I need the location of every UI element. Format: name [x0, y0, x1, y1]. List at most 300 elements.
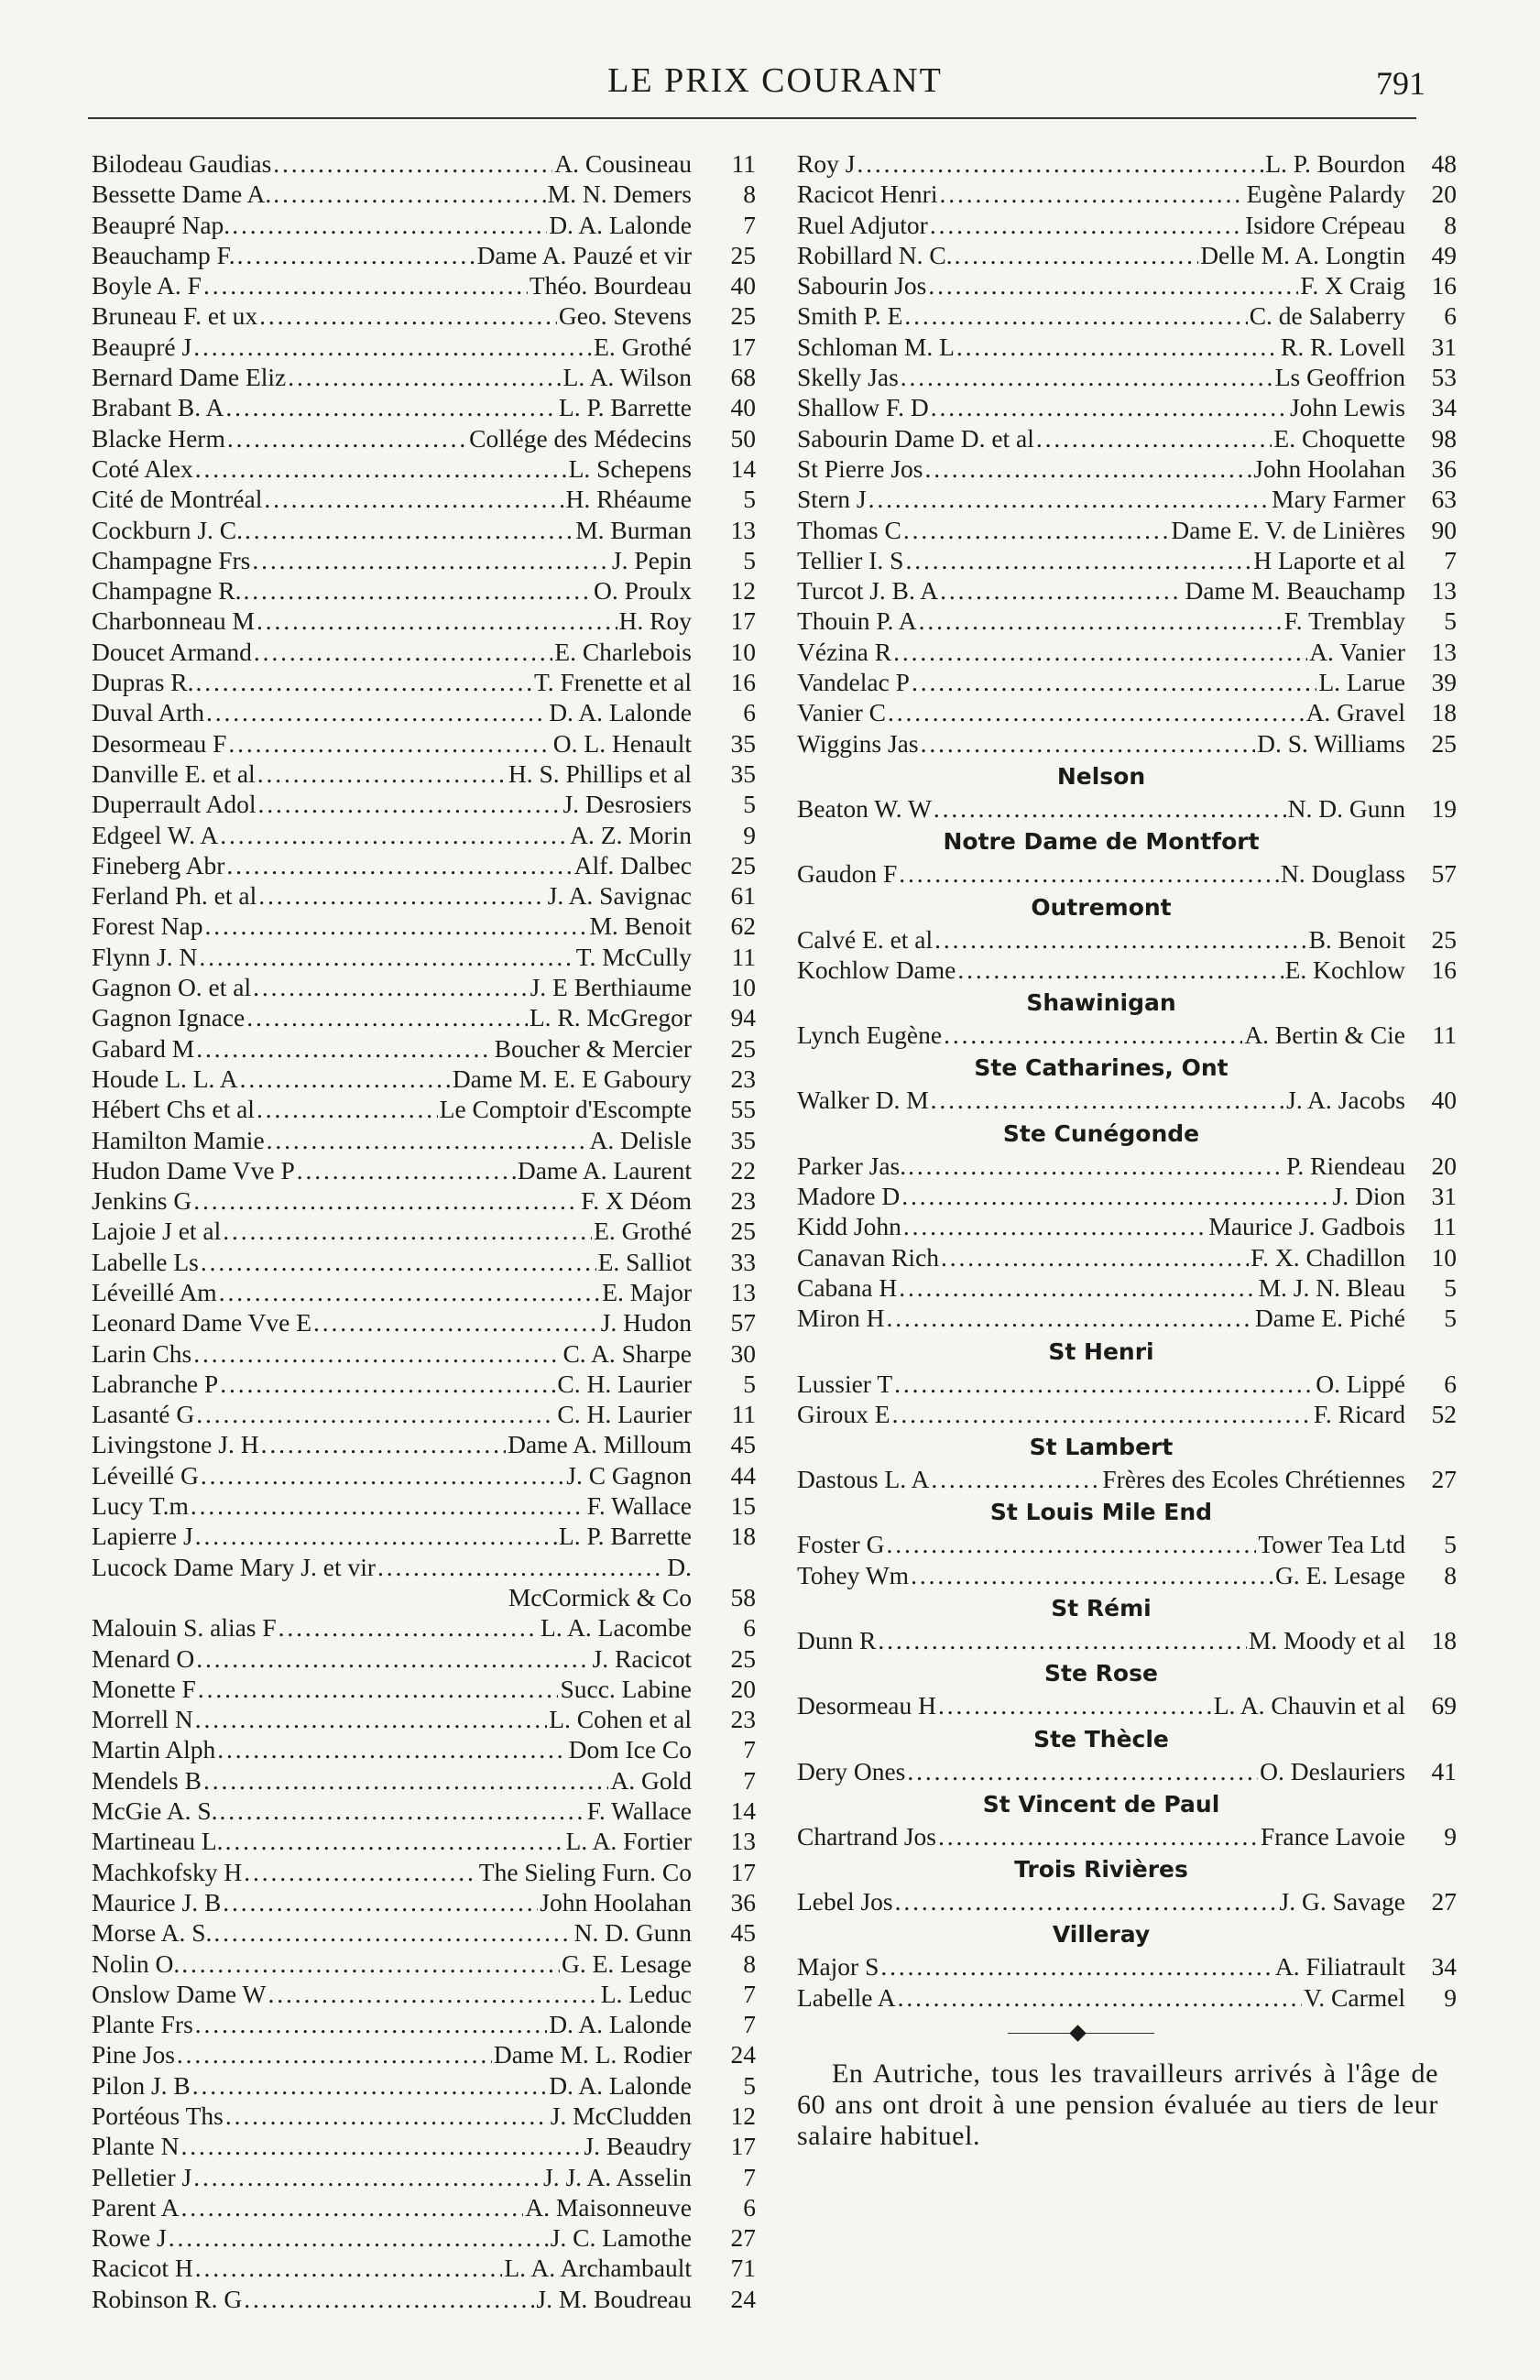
creditor-name: John Hoolahan	[540, 1887, 692, 1916]
amount: 10	[730, 637, 756, 666]
debtor-name: Skelly Jas	[797, 363, 899, 392]
dot-leader	[911, 1560, 1273, 1590]
dot-leader	[919, 606, 1283, 636]
creditor-name: F. Wallace	[586, 1796, 692, 1826]
list-item	[797, 1625, 1457, 1655]
amount: 57	[1431, 859, 1457, 889]
amount: 40	[1431, 1086, 1457, 1115]
list-item	[92, 667, 756, 697]
creditor-name: E. Grothé	[594, 1217, 692, 1246]
creditor-name: Eugène Palardy	[1246, 180, 1405, 209]
list-item	[797, 1272, 1457, 1303]
creditor-name: T. McCully	[575, 942, 692, 971]
debtor-name: Roy J	[797, 149, 856, 178]
amount: 6	[743, 1613, 756, 1643]
debtor-name: Chartrand Jos	[797, 1821, 936, 1851]
creditor-name: J. Dion	[1332, 1182, 1405, 1211]
amount: 45	[730, 1918, 756, 1948]
dot-leader	[938, 1690, 1212, 1720]
list-item	[797, 1151, 1457, 1181]
list-item	[92, 1094, 756, 1124]
debtor-name: Portéous Ths	[92, 2102, 224, 2130]
dot-leader	[955, 240, 1199, 270]
amount: 25	[1431, 728, 1457, 758]
creditor-continuation: McCormick & Co	[508, 1582, 692, 1611]
amount: 11	[731, 942, 756, 971]
debtor-name: Dupras R.	[92, 668, 194, 697]
creditor-name: J. J. A. Asselin	[543, 2162, 692, 2191]
amount: 8	[1444, 1560, 1457, 1589]
creditor-name: A. Cousineau	[554, 149, 692, 178]
section-heading: Outremont	[1031, 893, 1172, 921]
amount: 25	[1431, 924, 1457, 954]
list-item	[92, 1277, 756, 1307]
section-heading: Ste Cunégonde	[1002, 1119, 1200, 1147]
list-item	[92, 697, 756, 727]
dot-leader	[904, 300, 1247, 331]
creditor-name: Succ. Labine	[560, 1674, 692, 1703]
amount: 34	[1431, 393, 1457, 422]
list-item	[92, 2039, 756, 2069]
list-item	[92, 1125, 756, 1155]
debtor-name: Labelle A	[797, 1982, 896, 2012]
amount: 90	[1431, 515, 1457, 544]
debtor-name: Cité de Montréal	[92, 485, 263, 514]
dot-leader	[931, 392, 1288, 422]
list-item	[797, 148, 1457, 179]
creditor-name: M. N. Demers	[547, 180, 692, 209]
dot-leader	[177, 2039, 492, 2069]
list-item	[92, 911, 756, 941]
creditor-name: M. Benoit	[589, 912, 692, 941]
amount: 14	[730, 1796, 756, 1826]
amount: 50	[730, 423, 756, 453]
creditor-name: N. D. Gunn	[1287, 793, 1405, 823]
dot-leader	[225, 392, 557, 422]
dot-leader	[195, 2253, 503, 2283]
debtor-name: Martin Alph	[92, 1735, 216, 1764]
debtor-name: Lucy T.m	[92, 1491, 189, 1521]
list-item	[92, 1765, 756, 1796]
list-item	[797, 1982, 1457, 2013]
debtor-name: Forest Nap	[92, 912, 203, 941]
creditor-name: P. Riendeau	[1286, 1151, 1405, 1180]
dot-leader	[868, 484, 1271, 514]
dot-leader	[928, 270, 1298, 300]
amount: 6	[1444, 301, 1457, 331]
list-item	[797, 453, 1457, 484]
list-item	[797, 484, 1457, 514]
dot-leader	[899, 858, 1279, 889]
amount: 5	[1444, 606, 1457, 636]
amount: 13	[730, 1277, 756, 1306]
dot-leader	[939, 179, 1244, 209]
list-item	[92, 1490, 756, 1521]
creditor-name: E. Charlebois	[554, 637, 692, 666]
list-item	[92, 2192, 756, 2222]
creditor-name: L. P. Bourdon	[1265, 149, 1405, 178]
dot-leader	[193, 1185, 579, 1216]
creditor-name: F. Wallace	[586, 1491, 692, 1521]
creditor-name: Dame E. V. de Linières	[1171, 515, 1405, 544]
amount: 9	[743, 820, 756, 849]
list-item	[797, 728, 1457, 759]
dot-leader	[901, 362, 1273, 392]
amount: 8	[743, 1949, 756, 1978]
amount: 13	[730, 515, 756, 544]
debtor-name: Maurice J. B	[92, 1887, 222, 1916]
locality-sections	[797, 759, 1457, 2013]
debtor-name: Desormeau H	[797, 1691, 936, 1720]
amount: 23	[730, 1705, 756, 1734]
debtor-name: Doucet Armand	[92, 637, 252, 666]
creditor-name: J. Racicot	[592, 1643, 692, 1673]
debtor-name: Gabard M	[92, 1033, 195, 1063]
dot-leader	[219, 1277, 601, 1307]
creditor-name: N. D. Gunn	[573, 1918, 692, 1948]
debtor-name: Kochlow Dame	[797, 955, 956, 984]
creditor-name: J. A. Jacobs	[1286, 1086, 1405, 1115]
creditor-name: L. A. Chauvin et al	[1213, 1691, 1405, 1720]
debtor-name: Major S	[797, 1952, 879, 1982]
debtor-name: Brabant B. A	[92, 393, 224, 422]
debtor-name: Turcot J. B. A	[797, 576, 939, 606]
amount: 31	[1431, 332, 1457, 361]
amount: 12	[730, 2102, 756, 2130]
debtor-name: Vézina R	[797, 637, 892, 666]
debtor-name: Lasanté G	[92, 1400, 195, 1429]
list-item	[797, 1464, 1457, 1494]
creditor-name: Boucher & Mercier	[494, 1033, 692, 1063]
debtor-name: Morrell N	[92, 1705, 193, 1734]
section-heading: Trois Rivières	[1014, 1856, 1188, 1883]
list-item	[797, 362, 1457, 392]
amount: 13	[1431, 576, 1457, 606]
amount: 52	[1431, 1399, 1457, 1428]
creditor-name: L. Larue	[1318, 668, 1405, 697]
debtor-name: Plante N	[92, 2132, 180, 2161]
amount: 71	[730, 2254, 756, 2283]
amount: 5	[743, 545, 756, 574]
dot-leader	[901, 1181, 1330, 1211]
creditor-name: D. A. Lalonde	[549, 2070, 692, 2100]
debtor-name: Beaupré J	[92, 332, 192, 361]
debtor-name: Charbonneau M	[92, 606, 255, 636]
debtor-name: Hébert Chs et al	[92, 1095, 255, 1124]
creditor-name: O. Lippé	[1316, 1369, 1405, 1398]
amount: 16	[1431, 955, 1457, 984]
dot-leader	[226, 850, 572, 880]
closing-note-text: En Autriche, tous les travailleurs arrivés à l'âge de 60 ans ont droit à une pension évaluée au tiers de leur salaire habituel.	[797, 2058, 1438, 2152]
debtor-name: Tohey Wm	[797, 1560, 910, 1589]
dot-leader	[940, 575, 1183, 606]
list-item	[797, 606, 1457, 636]
amount: 7	[743, 2162, 756, 2191]
creditor-name: E. Grothé	[594, 332, 692, 361]
amount: 20	[1431, 1151, 1457, 1180]
debtor-name: Beaton W. W	[797, 793, 932, 823]
debtor-name: Hamilton Mamie	[92, 1125, 265, 1154]
debtor-name: Parent A	[92, 2192, 180, 2222]
creditor-name: L. Schepens	[568, 453, 692, 483]
creditor-name: J. Desrosiers	[562, 790, 692, 819]
amount: 18	[1431, 1625, 1457, 1654]
debtor-name: Desormeau F	[92, 728, 227, 758]
creditor-name: John Hoolahan	[1253, 453, 1405, 483]
dot-leader	[193, 1338, 561, 1369]
list-item	[92, 210, 756, 240]
creditor-name: M. Burman	[575, 515, 692, 544]
debtor-name: Lebel Jos	[797, 1887, 893, 1916]
debtor-name: Coté Alex	[92, 453, 193, 483]
list-item	[92, 484, 756, 514]
debtor-name: Gaudon F	[797, 859, 898, 889]
debtor-name: Onslow Dame W	[92, 1979, 267, 2008]
amount: 33	[730, 1247, 756, 1276]
creditor-name: E. Salliot	[597, 1247, 692, 1276]
amount: 6	[743, 698, 756, 727]
debtor-name: Boyle A. F	[92, 271, 202, 300]
dot-leader	[956, 332, 1279, 362]
amount: 10	[730, 973, 756, 1002]
dot-leader	[254, 637, 552, 667]
debtor-name: Racicot H	[92, 2254, 193, 2283]
list-item	[92, 1521, 756, 1551]
creditor-name: J. C. Lamothe	[550, 2223, 692, 2253]
dot-leader	[253, 972, 528, 1002]
creditor-name: F. Ricard	[1313, 1399, 1405, 1428]
creditor-name: Maurice J. Gadbois	[1208, 1212, 1405, 1241]
amount: 40	[730, 393, 756, 422]
dot-leader	[257, 1094, 438, 1124]
dot-leader	[196, 1643, 590, 1674]
dot-leader	[905, 545, 1251, 575]
amount: 35	[730, 728, 756, 758]
dot-leader	[252, 545, 610, 575]
creditor-name: France Lavoie	[1260, 1821, 1405, 1851]
list-item	[797, 924, 1457, 955]
debtor-name: Pelletier J	[92, 2162, 192, 2191]
amount: 14	[730, 453, 756, 483]
debtor-name: Gagnon O. et al	[92, 973, 252, 1002]
list-item	[797, 858, 1457, 889]
dot-leader	[894, 1369, 1314, 1399]
list-item	[92, 1704, 756, 1734]
creditor-name: J. M. Boudreau	[536, 2284, 692, 2313]
creditor-name: J. Hudon	[600, 1308, 692, 1337]
page-title: LE PRIX COURANT	[607, 61, 943, 100]
dot-leader	[257, 759, 507, 789]
debtor-name: Vanier C	[797, 698, 886, 727]
debtor-name: Canavan Rich	[797, 1242, 940, 1272]
amount: 25	[730, 850, 756, 879]
debtor-name: Sabourin Dame D. et al	[797, 423, 1034, 453]
creditor-name: L. Cohen et al	[549, 1705, 692, 1734]
list-item	[92, 942, 756, 972]
list-item	[92, 606, 756, 636]
creditor-name: Dame A. Laurent	[517, 1155, 692, 1185]
debtor-name: Racicot Henri	[797, 180, 938, 209]
creditor-name: J. G. Savage	[1279, 1887, 1405, 1916]
creditor-name: L. A. Lacombe	[541, 1613, 692, 1643]
amount: 18	[730, 1522, 756, 1551]
amount: 12	[730, 576, 756, 606]
dot-leader	[240, 1064, 451, 1094]
debtor-name: Wiggins Jas	[797, 728, 919, 758]
debtor-name: Nolin O.	[92, 1949, 180, 1978]
amount: 98	[1431, 423, 1457, 453]
amount: 5	[1444, 1530, 1457, 1559]
debtor-name: Hudon Dame Vve P	[92, 1155, 295, 1185]
debtor-name: Rowe J	[92, 2223, 167, 2253]
debtor-name: Leonard Dame Vve E	[92, 1308, 312, 1337]
debtor-name: Giroux E	[797, 1399, 890, 1428]
list-item	[92, 515, 756, 545]
amount: 34	[1431, 1952, 1457, 1982]
section-heading: St Vincent de Paul	[982, 1790, 1220, 1818]
list-item	[92, 850, 756, 880]
dot-leader	[195, 1521, 557, 1551]
amount: 13	[1431, 637, 1457, 666]
list-item	[797, 955, 1457, 985]
amount: 20	[730, 1674, 756, 1703]
list-item	[797, 1085, 1457, 1115]
dot-leader	[930, 210, 1243, 240]
list-item	[92, 1399, 756, 1429]
creditor-name: J. C Gagnon	[566, 1460, 692, 1490]
creditor-name: Delle M. A. Longtin	[1200, 240, 1405, 269]
dot-leader	[895, 1886, 1278, 1916]
creditor-name: C. H. Laurier	[557, 1400, 692, 1429]
creditor-name: J. Pepin	[611, 545, 692, 574]
list-item	[92, 1643, 756, 1674]
amount: 6	[1444, 1369, 1457, 1398]
creditor-name: C. H. Laurier	[557, 1369, 692, 1398]
list-item	[797, 1303, 1457, 1333]
amount: 27	[1431, 1887, 1457, 1916]
dot-leader	[934, 793, 1286, 824]
amount: 7	[743, 1735, 756, 1764]
debtor-name: Thouin P. A	[797, 606, 917, 636]
dot-leader	[268, 1979, 598, 2009]
dot-leader	[907, 1756, 1258, 1786]
amount: 5	[1444, 1272, 1457, 1302]
creditor-name: Dame E. Piché	[1254, 1304, 1405, 1333]
list-item	[797, 545, 1457, 575]
dot-leader	[931, 1085, 1284, 1115]
list-item	[797, 392, 1457, 422]
amount: 23	[730, 1064, 756, 1093]
list-item	[797, 1821, 1457, 1851]
left-column	[92, 148, 756, 2314]
debtor-name: Gagnon Ignace	[92, 1003, 246, 1032]
dot-leader	[244, 2284, 534, 2314]
list-item	[92, 545, 756, 575]
creditor-name: D. S. Williams	[1257, 728, 1405, 758]
list-item	[92, 1185, 756, 1216]
creditor-name: B. Benoit	[1308, 924, 1405, 954]
debtor-name: Monette F	[92, 1674, 196, 1703]
debtor-name: Machkofsky H	[92, 1857, 243, 1886]
debtor-name: Bilodeau Gaudias	[92, 149, 272, 178]
list-item	[92, 1429, 756, 1459]
list-item	[92, 1064, 756, 1094]
list-item	[92, 789, 756, 819]
dot-leader	[220, 1796, 585, 1826]
dot-leader	[898, 1982, 1302, 2013]
list-item	[92, 2162, 756, 2192]
list-item	[92, 1460, 756, 1490]
creditor-name: Frères des Ecoles Chrétiennes	[1102, 1465, 1405, 1494]
list-item	[92, 728, 756, 759]
list-item	[92, 1949, 756, 1979]
list-item	[797, 1399, 1457, 1429]
list-item	[797, 793, 1457, 824]
list-item	[92, 270, 756, 300]
dot-leader	[191, 1490, 585, 1521]
list-item	[797, 575, 1457, 606]
debtor-name: Léveillé G	[92, 1460, 199, 1490]
creditor-name: D. A. Lalonde	[549, 698, 692, 727]
amount: 25	[730, 301, 756, 331]
debtor-name: Dery Ones	[797, 1756, 906, 1785]
list-item	[92, 880, 756, 911]
section-heading: St Lambert	[1029, 1434, 1174, 1461]
creditor-name: A. Filiatrault	[1274, 1952, 1405, 1982]
debtor-name: Cockburn J. C.	[92, 515, 243, 544]
dot-leader	[297, 1155, 516, 1185]
debtor-name: Lapierre J	[92, 1522, 193, 1551]
dot-leader	[225, 1826, 564, 1856]
dot-leader	[203, 1765, 608, 1796]
amount: 25	[730, 1033, 756, 1063]
debtor-name: Pilon J. B	[92, 2070, 191, 2100]
list-item	[92, 575, 756, 606]
amount: 7	[743, 1979, 756, 2008]
debtor-name: Duperrault Adol	[92, 790, 257, 819]
debtor-name: Dunn R	[797, 1625, 877, 1654]
creditor-name: F. Tremblay	[1283, 606, 1405, 636]
debtor-name: Lynch Eugène	[797, 1021, 943, 1050]
creditor-name: E. Choquette	[1273, 423, 1405, 453]
creditor-name: F. X Déom	[581, 1186, 692, 1216]
list-item	[92, 1216, 756, 1246]
dot-leader	[201, 1460, 564, 1490]
creditor-name: Ls Geoffrion	[1274, 363, 1405, 392]
debtor-name: Menard O	[92, 1643, 195, 1673]
amount: 69	[1431, 1691, 1457, 1720]
dot-leader	[903, 515, 1170, 545]
debtor-name: Lussier T	[797, 1369, 893, 1398]
section-heading: Notre Dame de Montfort	[943, 828, 1260, 856]
amount: 9	[1444, 1982, 1457, 2012]
dot-leader	[196, 667, 532, 697]
list-item	[92, 820, 756, 850]
debtor-name: Robillard N. C.	[797, 240, 953, 269]
dot-leader	[893, 637, 1307, 667]
list-item	[797, 210, 1457, 240]
dot-leader	[899, 1272, 1256, 1303]
amount: 41	[1431, 1756, 1457, 1785]
creditor-name: L. A. Fortier	[565, 1827, 692, 1856]
creditor-name: A. Bertin & Cie	[1244, 1021, 1405, 1050]
debtor-name: Fineberg Abr	[92, 850, 225, 879]
list-item	[797, 1529, 1457, 1559]
amount: 11	[731, 1400, 756, 1429]
creditor-name: C. A. Sharpe	[562, 1338, 692, 1368]
amount: 18	[1431, 698, 1457, 727]
creditor-name: M. J. N. Bleau	[1258, 1272, 1405, 1302]
